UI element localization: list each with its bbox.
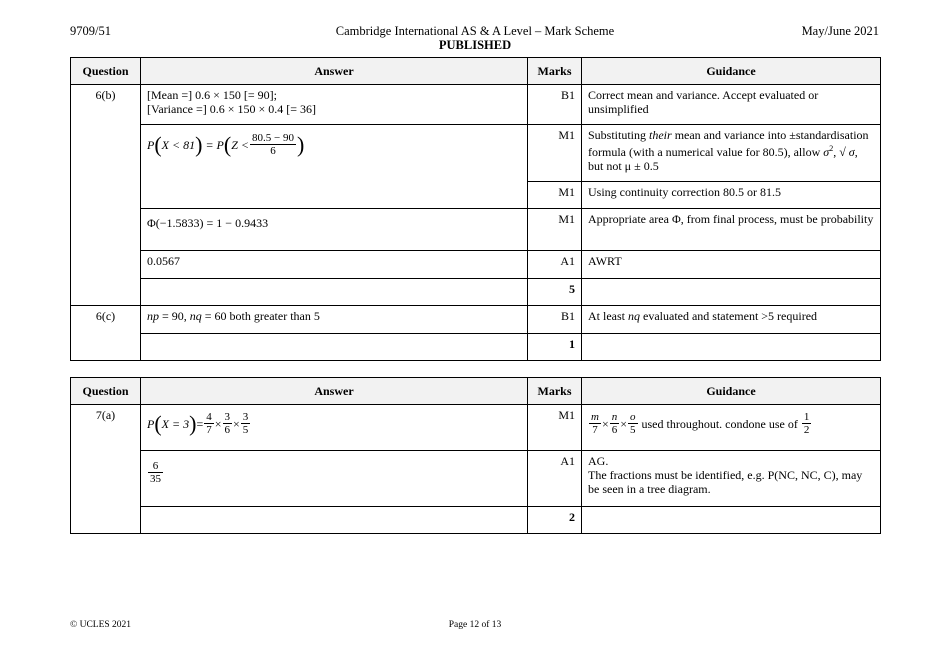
fraction-numerator: 4 xyxy=(206,411,212,423)
table-header-row xyxy=(71,58,881,85)
times-sign: × xyxy=(620,416,628,431)
times-sign: × xyxy=(601,416,609,431)
fraction xyxy=(223,411,233,436)
table-row xyxy=(71,209,881,251)
fraction-denominator: 5 xyxy=(242,424,249,436)
answer-cell xyxy=(141,306,528,334)
guidance-text: their xyxy=(649,128,672,142)
mark-cell: M1 xyxy=(528,125,582,182)
guidance-cell: Correct mean and variance. Accept evaluated or unsimplified xyxy=(582,85,881,125)
answer-cell xyxy=(141,125,528,209)
mark-cell: B1 xyxy=(528,85,582,125)
answer-cell xyxy=(141,451,528,507)
fraction-numerator: 6 xyxy=(148,460,163,473)
mark-cell: B1 xyxy=(528,306,582,334)
question-number: 6(c) xyxy=(71,306,141,361)
published-label: PUBLISHED xyxy=(438,38,512,52)
fraction xyxy=(802,411,812,436)
col-answer: Answer xyxy=(141,58,528,85)
guidance-text: The fractions must be identified, e.g. P(NC, NC, C), may be seen in a tree diagram. xyxy=(588,468,863,496)
table-row xyxy=(71,334,881,361)
fraction-numerator: o xyxy=(630,411,636,423)
guidance-cell xyxy=(582,306,881,334)
guidance-cell xyxy=(582,334,881,361)
question-number: 6(b) xyxy=(71,85,141,306)
document-title: Cambridge International AS & A Level – Mark Scheme xyxy=(335,24,615,38)
fraction xyxy=(628,411,638,436)
mark-cell: M1 xyxy=(528,182,582,209)
table-row xyxy=(71,125,881,182)
answer-cell xyxy=(141,507,528,534)
formula-p: P xyxy=(147,137,155,152)
col-guidance: Guidance xyxy=(582,58,881,85)
answer-cell: 0.0567 xyxy=(141,251,528,279)
fraction-denominator: 6 xyxy=(224,424,230,436)
fraction-numerator: 3 xyxy=(242,411,249,423)
guidance-text: Substituting xyxy=(588,128,650,142)
guidance-expression xyxy=(588,411,874,436)
total-marks: 2 xyxy=(528,507,582,534)
answer-text: = 60 both greater than 5 xyxy=(201,309,320,323)
answer-line: [Variance =] 0.6 × 150 × 0.4 [= 36] xyxy=(147,102,317,116)
answer-text: nq xyxy=(189,309,202,323)
guidance-cell xyxy=(582,451,881,507)
table-row xyxy=(71,306,881,334)
page-number: Page 12 of 13 xyxy=(448,620,502,630)
answer-line: [Mean =] 0.6 × 150 [= 90]; xyxy=(147,88,277,102)
copyright: © UCLES 2021 xyxy=(70,620,132,630)
guidance-text: 2 xyxy=(829,144,834,153)
mark-cell: A1 xyxy=(528,451,582,507)
question-number: 7(a) xyxy=(71,405,141,534)
answer-cell xyxy=(141,334,528,361)
table-header-row xyxy=(71,378,881,405)
mark-scheme-table-7 xyxy=(70,377,881,534)
mark-cell: M1 xyxy=(528,209,582,251)
guidance-cell xyxy=(582,405,881,451)
fraction xyxy=(250,132,296,157)
fraction-numerator: n xyxy=(611,411,618,423)
guidance-cell xyxy=(582,507,881,534)
answer-cell xyxy=(141,85,528,125)
fraction-denominator: 7 xyxy=(206,424,212,436)
table-row xyxy=(71,251,881,279)
guidance-text: AG. xyxy=(588,454,609,468)
times-sign: × xyxy=(233,416,240,431)
fraction-denominator: 7 xyxy=(592,424,598,436)
col-marks: Marks xyxy=(528,378,582,405)
guidance-text: , but not μ ± 0.5 xyxy=(588,145,858,173)
guidance-text: σ xyxy=(823,145,830,159)
guidance-cell: Appropriate area Φ, from final process, must be probability xyxy=(582,209,881,251)
fraction xyxy=(148,460,163,485)
guidance-cell xyxy=(582,125,881,182)
guidance-text: , √ xyxy=(833,145,849,159)
answer-cell xyxy=(141,209,528,251)
standardisation-formula: P ( X < 81 ) = P ( Z < $\frac{80.5 - 90}{6}$ ) xyxy=(147,131,305,157)
total-marks: 5 xyxy=(528,279,582,306)
fraction-denominator: 6 xyxy=(270,145,276,157)
probability-expression: P ( X = 3 ) = $\frac{4}{7}$ × $\frac{3}{6}$ × $\frac{3}{5}$ xyxy=(147,410,249,436)
guidance-text: used throughout. condone use of xyxy=(641,416,798,431)
formula-x: X = 3 xyxy=(161,416,190,431)
col-question: Question xyxy=(71,58,141,85)
guidance-cell: AWRT xyxy=(582,251,881,279)
formula-pz: = P xyxy=(205,137,224,152)
fraction-numerator: m xyxy=(591,411,599,423)
fraction-numerator: 1 xyxy=(803,411,810,423)
fraction xyxy=(589,411,601,436)
table-row xyxy=(71,405,881,451)
total-marks: 1 xyxy=(528,334,582,361)
formula-x: X < 81 xyxy=(161,137,196,152)
fraction-numerator: 3 xyxy=(224,411,230,423)
answer-line: Φ(−1.5833) = 1 − 0.9433 xyxy=(147,216,269,230)
fraction-denominator: 6 xyxy=(611,424,618,436)
table-row xyxy=(71,279,881,306)
paper-code: 9709/51 xyxy=(70,24,111,38)
fraction-numerator: 80.5 − 90 xyxy=(251,132,294,144)
times-sign: × xyxy=(214,416,222,431)
guidance-text: evaluated and statement >5 required xyxy=(640,309,818,323)
mark-scheme-table-6 xyxy=(70,57,881,361)
guidance-text: nq xyxy=(628,309,640,323)
formula-eq: = xyxy=(196,416,204,431)
answer-cell xyxy=(141,279,528,306)
fraction-denominator: 5 xyxy=(630,424,636,436)
guidance-text: At least xyxy=(588,309,628,323)
guidance-cell: Using continuity correction 80.5 or 81.5 xyxy=(582,182,881,209)
table-row xyxy=(71,85,881,125)
guidance-text: mean and variance into ±standardisation formula (with a numerical value for 80.5), allow xyxy=(588,128,869,159)
fraction xyxy=(204,411,214,436)
mark-cell: M1 xyxy=(528,405,582,451)
fraction xyxy=(241,411,251,436)
col-marks: Marks xyxy=(528,58,582,85)
fraction-denominator: 35 xyxy=(150,473,161,485)
col-question: Question xyxy=(71,378,141,405)
exam-session: May/June 2021 xyxy=(801,24,879,38)
formula-z: Z < xyxy=(231,137,249,152)
fraction xyxy=(610,411,620,436)
fraction-denominator: 2 xyxy=(803,424,810,436)
mark-cell: A1 xyxy=(528,251,582,279)
answer-text: np xyxy=(147,309,159,323)
answer-cell xyxy=(141,405,528,451)
table-row xyxy=(71,451,881,507)
col-guidance: Guidance xyxy=(582,378,881,405)
guidance-cell xyxy=(582,279,881,306)
table-row xyxy=(71,507,881,534)
col-answer: Answer xyxy=(141,378,528,405)
guidance-text: σ xyxy=(848,145,855,159)
formula-p: P xyxy=(147,416,155,431)
answer-text: = 90, xyxy=(159,309,190,323)
